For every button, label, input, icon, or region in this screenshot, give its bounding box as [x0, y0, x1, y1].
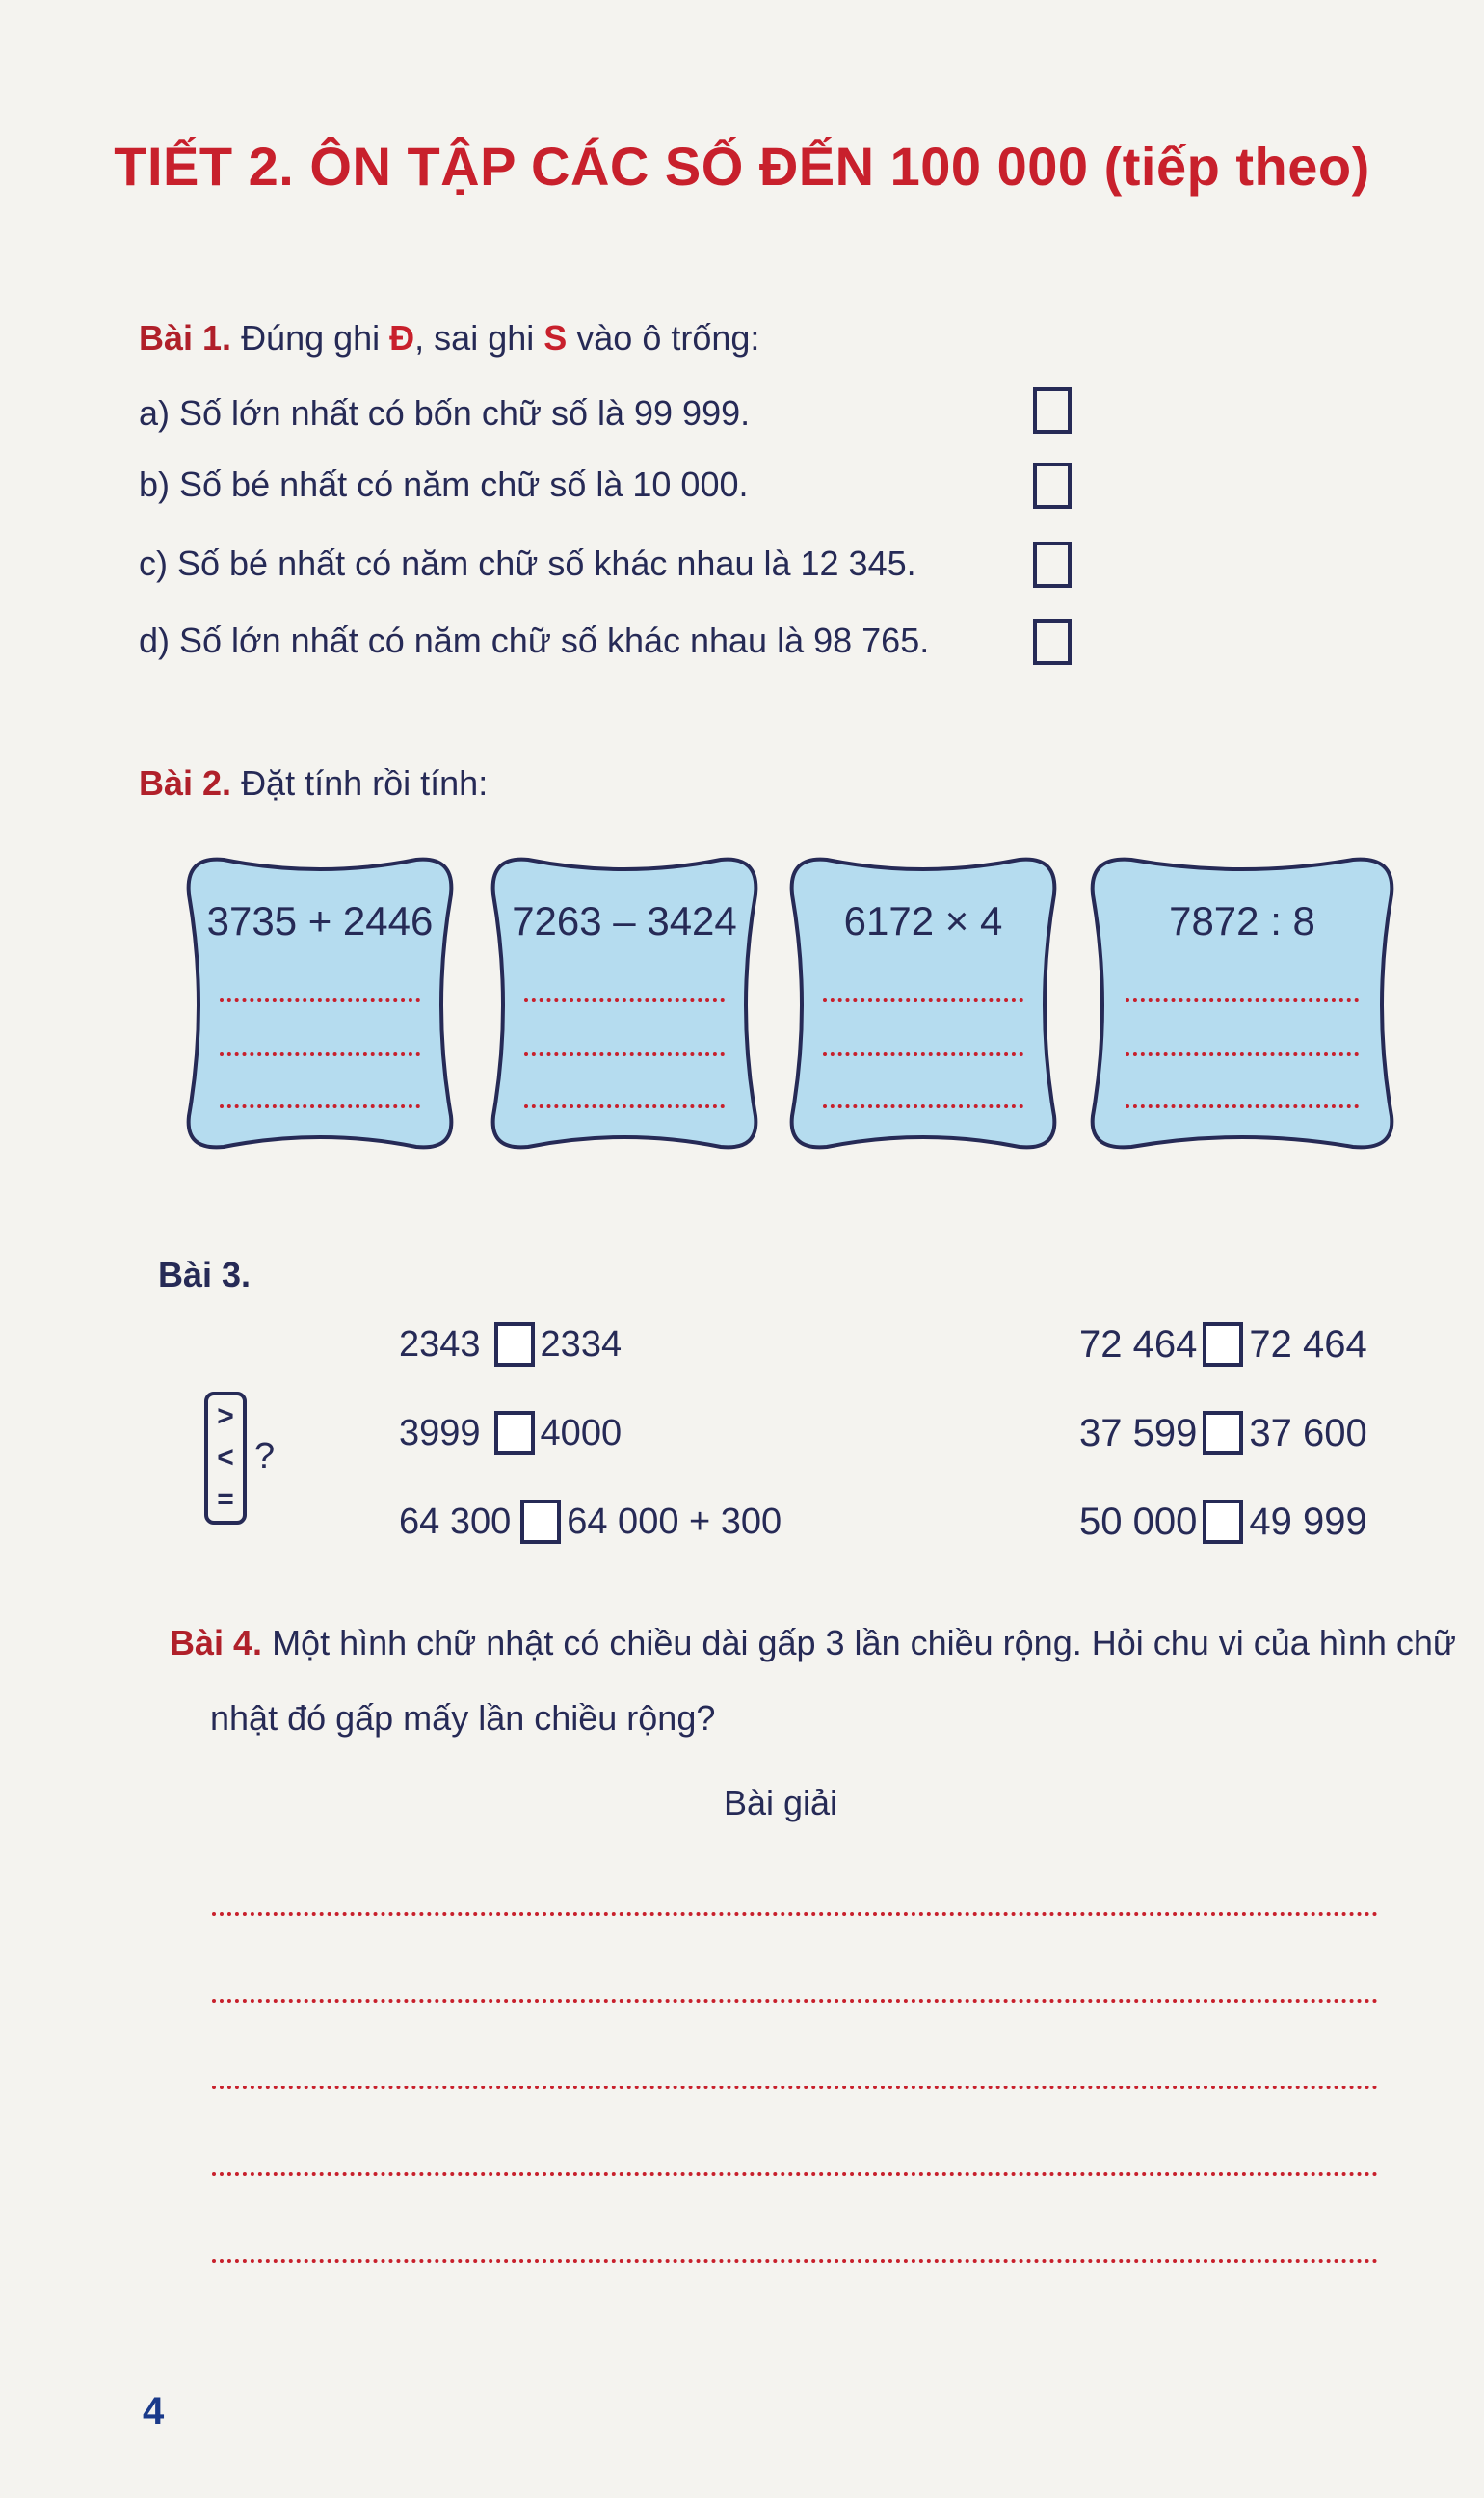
bai1-answer-box-d[interactable]	[1033, 619, 1072, 665]
bai4-line1	[170, 1623, 1456, 1663]
compare-value-a: 3999	[399, 1412, 481, 1453]
solution-line[interactable]	[212, 1999, 1378, 2003]
compare-value-a: 2343	[399, 1323, 481, 1365]
compare-right-2	[1079, 1411, 1367, 1455]
bai1-item-c: c) Số bé nhất có năm chữ số khác nhau là 12 345.	[139, 544, 916, 583]
calc-expression: 3735 + 2446	[206, 898, 434, 943]
compare-value-b: 72 464	[1249, 1322, 1367, 1366]
bai1-instruction-post: vào ô trống:	[567, 318, 760, 358]
bai1-item-b: b) Số bé nhất có năm chữ số là 10 000.	[139, 465, 749, 504]
compare-answer-box[interactable]	[494, 1411, 535, 1455]
compare-value-b: 64 000 + 300	[567, 1501, 782, 1542]
compare-right-1	[1079, 1322, 1367, 1367]
comparison-signs	[204, 1392, 247, 1525]
compare-answer-box[interactable]	[494, 1322, 535, 1367]
sign-less: <	[217, 1441, 234, 1474]
compare-left-3	[399, 1500, 782, 1544]
compare-value-b: 49 999	[1249, 1500, 1367, 1543]
compare-value-a: 37 599	[1079, 1411, 1198, 1454]
answer-line[interactable]	[220, 1104, 420, 1108]
sign-equal: =	[217, 1483, 234, 1516]
bai3-label: Bài 3.	[158, 1255, 252, 1294]
bai4-text-line1: Một hình chữ nhật có chiều dài gấp 3 lần chiều rộng. Hỏi chu vi của hình chữ	[272, 1623, 1457, 1662]
calc-expression: 7872 : 8	[1169, 898, 1315, 943]
solution-line[interactable]	[212, 2259, 1378, 2263]
calc-card-multiplication	[788, 856, 1058, 1155]
compare-answer-box[interactable]	[1203, 1322, 1243, 1367]
calc-card-division	[1089, 856, 1395, 1155]
bai1-answer-box-a[interactable]	[1033, 387, 1072, 434]
solution-label: Bài giải	[723, 1783, 838, 1822]
bai4-text-line2: nhật đó gấp mấy lần chiều rộng?	[210, 1698, 716, 1738]
solution-line[interactable]	[212, 1912, 1378, 1916]
answer-line[interactable]	[1126, 1052, 1359, 1056]
bai1-label: Bài 1.	[139, 318, 232, 358]
bai2-label: Bài 2.	[139, 763, 232, 803]
compare-answer-box[interactable]	[1203, 1500, 1243, 1544]
calc-expression: 6172 × 4	[843, 898, 1003, 943]
compare-right-3	[1079, 1500, 1367, 1544]
compare-value-b: 2334	[540, 1323, 623, 1365]
answer-line[interactable]	[524, 998, 725, 1002]
bai1-answer-box-c[interactable]	[1033, 542, 1072, 588]
question-mark: ?	[254, 1436, 276, 1476]
calc-card-addition	[185, 856, 455, 1155]
calc-expression: 7263 – 3424	[512, 898, 737, 943]
bai1-d-letter: Đ	[389, 318, 415, 358]
calc-card-subtraction	[490, 856, 759, 1155]
compare-value-b: 37 600	[1249, 1411, 1367, 1454]
answer-line[interactable]	[1126, 1104, 1359, 1108]
compare-answer-box[interactable]	[520, 1500, 561, 1544]
compare-value-a: 72 464	[1079, 1322, 1198, 1366]
answer-line[interactable]	[823, 1052, 1023, 1056]
answer-line[interactable]	[823, 998, 1023, 1002]
compare-left-2	[399, 1411, 622, 1455]
solution-line[interactable]	[212, 2086, 1378, 2089]
page-title: TIẾT 2. ÔN TẬP CÁC SỐ ĐẾN 100 000 (tiếp theo)	[114, 136, 1370, 197]
compare-value-a: 50 000	[1079, 1500, 1198, 1543]
compare-value-a: 64 300	[399, 1501, 512, 1542]
answer-line[interactable]	[1126, 998, 1359, 1002]
bai1-item-d: d) Số lớn nhất có năm chữ số khác nhau là 98 765.	[139, 621, 930, 660]
bai1-instruction-mid: , sai ghi	[414, 318, 544, 358]
bai1-instruction-pre: Đúng ghi	[241, 318, 390, 358]
bai1-s-letter: S	[543, 318, 568, 358]
bai2-heading	[139, 763, 488, 804]
compare-answer-box[interactable]	[1203, 1411, 1243, 1455]
bai2-instruction: Đặt tính rồi tính:	[241, 763, 489, 803]
compare-left-1	[399, 1322, 622, 1367]
bai4-label: Bài 4.	[170, 1623, 263, 1662]
solution-line[interactable]	[212, 2172, 1378, 2176]
answer-line[interactable]	[823, 1104, 1023, 1108]
page-number: 4	[143, 2390, 165, 2432]
bai1-heading	[139, 318, 759, 359]
bai1-item-a: a) Số lớn nhất có bốn chữ số là 99 999.	[139, 393, 751, 433]
answer-line[interactable]	[220, 1052, 420, 1056]
compare-value-b: 4000	[540, 1412, 623, 1453]
answer-line[interactable]	[524, 1052, 725, 1056]
sign-greater: >	[217, 1399, 234, 1432]
answer-line[interactable]	[524, 1104, 725, 1108]
bai1-answer-box-b[interactable]	[1033, 463, 1072, 509]
answer-line[interactable]	[220, 998, 420, 1002]
